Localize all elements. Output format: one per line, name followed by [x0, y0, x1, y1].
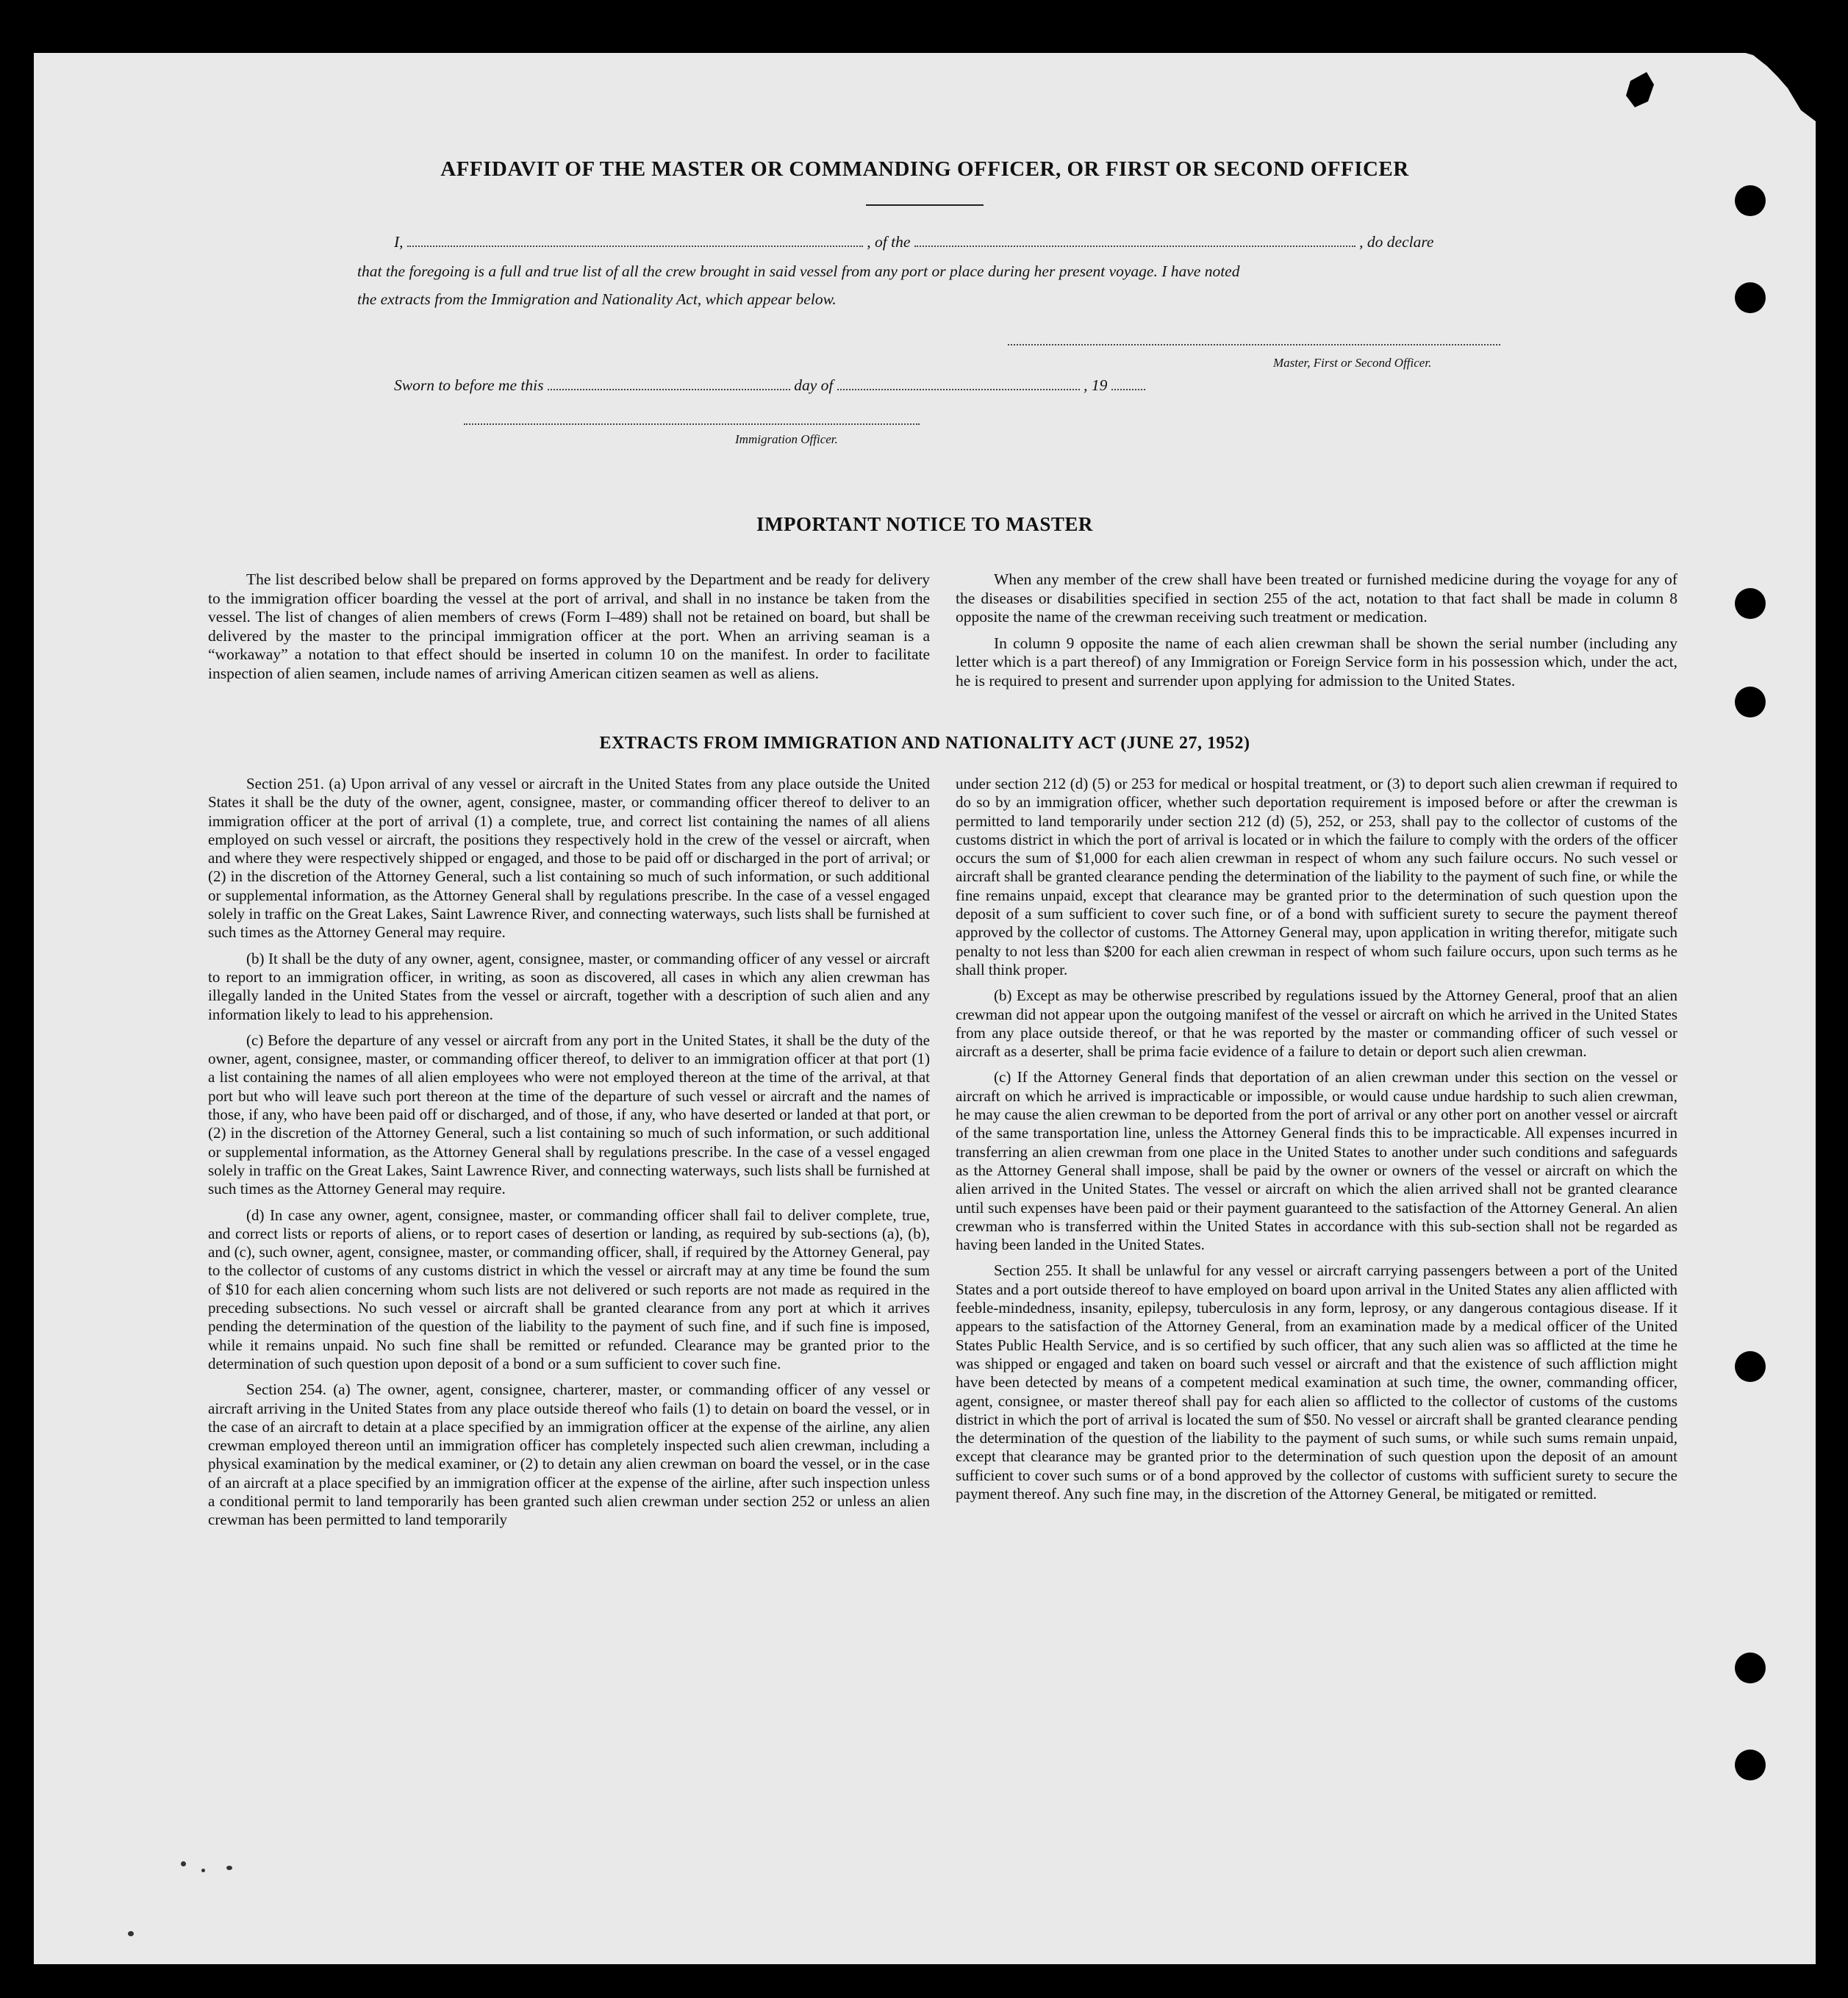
day-of-label: day of: [794, 376, 834, 394]
scan-speck: [201, 1869, 205, 1872]
scan-speck: [226, 1866, 232, 1870]
punch-hole: [1735, 1351, 1766, 1382]
sworn-line: [394, 376, 1350, 395]
scan-speck: [128, 1931, 134, 1936]
scan-speck: [181, 1861, 186, 1866]
punch-hole: [1735, 687, 1766, 717]
section-251-b: (b) It shall be the duty of any owner, agent, consignee, master, or commanding officer of any vessel or aircraft to report to an immigration officer, in writing, as soon as discovered, all cases in which any alien crewman has illegally landed in the United States from the vessel or aircraft, together with a description of such alien and any information likely to lead to his apprehension.: [208, 949, 930, 1023]
notice-title: IMPORTANT NOTICE TO MASTER: [756, 513, 1093, 535]
title-underline: [866, 204, 984, 206]
section-254-a-continued: under section 212 (d) (5) or 253 for medical or hospital treatment, or (3) to deport such alien crewman if required to do so by an immigration officer, whether such deportation requirement is imposed before or after the crewman is permitted to land temporarily under section 212 (d) (5), 252, or 253, shall pay to the collector of customs of the customs district in which the port of arrival is located or in which the failure to comply with the orders of the officer occurs the sum of $1,000 for each alien crewman in respect of whom any such failure occurs. No such vessel or aircraft shall be granted clearance pending the determination of the liability to the payment of such fine, or while the fine remains unpaid, except that clearance may be granted prior to the determination of such question upon the deposit of a sum sufficient to cover such fine, or of a bond with sufficient surety to secure the payment thereof approved by the collector of customs. The Attorney General may, upon application in writing therefor, mitigate such penalty to not less than $200 for each alien crewman in respect of whom such failure occurs, upon such terms as he shall think proper.: [956, 775, 1677, 978]
notice-left-paragraph: The list described below shall be prepared on forms approved by the Department and be ready for delivery to the immigration officer boarding the vessel at the port of arrival, and shall in no instance be taken from the vessel. The list of changes of alien members of crews (Form I–489) shall not be retained on board, but shall be delivered by the master to the principal immigration officer at the port. When an arriving seaman is a “workaway” a notation to that effect should be inserted in column 10 on the manifest. In order to facilitate inspection of alien seamen, include names of arriving American citizen seamen as well as aliens.: [208, 570, 930, 682]
extracts-left-column: [208, 775, 930, 1537]
section-251-a: Section 251. (a) Upon arrival of any vessel or aircraft in the United States from any place outside the United States it shall be the duty of the owner, agent, consignee, master, or commanding officer thereof to deliver to an immigration officer at the port of arrival (1) a complete, true, and correct list containing the names of all aliens employed on such vessel or aircraft, the positions they respectively hold in the crew of the vessel or aircraft, when and where they were respectively shipped or engaged, and those to be paid off or discharged in the port of arrival; or (2) in the discretion of the Attorney General, such a list containing so much of such information, or such additional or supplemental information, as the Attorney General shall by regulations prescribe. In the case of a vessel engaged solely in traffic on the Great Lakes, Saint Lawrence River, and connecting waterways, such lists shall be furnished at such times as the Attorney General may require.: [208, 775, 930, 942]
year-label: , 19: [1084, 376, 1108, 394]
punch-hole: [1735, 1750, 1766, 1780]
master-label: Master, First or Second Officer.: [1273, 356, 1432, 370]
torn-corner: [1602, 44, 1848, 169]
section-254-b: (b) Except as may be otherwise prescribed by regulations issued by the Attorney General, proof that an alien crewman did not appear upon the outgoing manifest of the vessel or aircraft on which he arrived in the United States from any place outside thereof, or that he was reported by the master or commanding officer of such vessel or aircraft as a deserter, shall be prima facie evidence of a failure to detain or deport such alien crewman.: [956, 987, 1677, 1061]
notice-right-column: [956, 570, 1677, 698]
section-254-c: (c) If the Attorney General finds that deportation of an alien crewman under this section on the vessel or aircraft on which he arrived is impracticable or impossible, or would cause undue hardship to such alien crewman, he may cause the alien crewman to be deported from the port of arrival or any other port on another vessel or aircraft of the same transportation line, unless the Attorney General finds this to be impracticable. All expenses incurred in transferring an alien crewman from one place in the United States to another under such conditions and safeguards as the Attorney General shall impose, shall be paid by the owner or owners of the vessel or aircraft on which the alien arrived in the United States. The vessel or aircraft on which the alien arrived shall not be granted clearance until such expenses have been paid or their payment guaranteed to the satisfaction of the Attorney General. An alien crewman who is transferred within the United States in accordance with this sub-section shall not be regarded as having been landed in the United States.: [956, 1068, 1677, 1254]
document-page: [34, 53, 1816, 1964]
notice-right-paragraph-1: When any member of the crew shall have been treated or furnished medicine during the voyage for any of the diseases or disabilities specified in section 255 of the act, notation to that fact shall be made in column 8 opposite the name of the crewman receiving such treatment or medication.: [956, 570, 1677, 626]
section-251-d: (d) In case any owner, agent, consignee, master, or commanding officer shall fail to deliver complete, true, and correct lists or reports of aliens, or to report cases of desertion or landing, as required by sub-sections (a), (b), and (c), such owner, agent, consignee, master, or commanding officer, shall, if required by the Attorney General, pay to the collector of customs of any customs district in which the vessel or aircraft may at any time be found the sum of $10 for each alien concerning whom such lists are not delivered or such reports are not made as required in the preceding subsections. No such vessel or aircraft shall be granted clearance from any port at which it arrives pending the determination of the question of the liability to the payment of such fine, and if such fine is imposed, while it remains unpaid. No such fine shall be remitted or refunded. Clearance may be granted prior to the determination of such question upon deposit of a bond or a sum sufficient to cover such fine.: [208, 1206, 930, 1372]
sworn-month-field[interactable]: [837, 389, 1080, 390]
sworn-date-field[interactable]: [548, 389, 790, 390]
master-signature-field[interactable]: [1008, 344, 1500, 345]
declaration-line: [394, 233, 1533, 251]
punch-hole: [1735, 282, 1766, 313]
section-254-a: Section 254. (a) The owner, agent, consignee, charterer, master, or commanding officer of any vessel or aircraft arriving in the United States from any place outside thereof who fails (1) to detain on board the vessel, or in the case of an aircraft to detain at a place specified by an immigration officer at the expense of the airline, any alien crewman employed thereon until an immigration officer has completely inspected such alien crewman, including a physical examination by the medical examiner, or (2) to detain any alien crewman on board the vessel, or in the case of an aircraft at a place specified by an immigration officer at the expense of the airline, after such inspection unless a conditional permit to land temporarily has been granted such alien crewman under section 252 or unless an alien crewman has been permitted to land temporarily: [208, 1381, 930, 1529]
vessel-name-field[interactable]: [914, 246, 1355, 247]
notice-right-paragraph-2: In column 9 opposite the name of each alien crewman shall be shown the serial number (including any letter which is a part thereof) of any Immigration or Foreign Service form in his possession which, under the act, he is required to present and surrender upon applying for admission to the United States.: [956, 634, 1677, 690]
section-255: Section 255. It shall be unlawful for any vessel or aircraft carrying passengers between a port of the United States and a port outside thereof to have employed on board upon arrival in the United States any alien afflicted with feeble-mindedness, insanity, epilepsy, tuberculosis in any form, leprosy, or any dangerous contagious disease. If it appears to the satisfaction of the Attorney General, from an examination made by a medical officer of the United States Public Health Service, and is so certified by such officer, that any such alien was so afflicted at the time he was shipped or engaged and taken on board such vessel or aircraft and that the existence of such affliction might have been detected by means of a competent medical examination at such time, the owner, commanding officer, agent, consignee, or master thereof shall pay for each alien so afflicted to the collector of customs of the customs district in which the port of arrival is located the sum of $50. No vessel or aircraft shall be granted clearance pending the determination of the question of the liability to the payment of such sums, or while such sums remain unpaid, except that clearance may be granted prior to the determination of such question upon the deposit of an amount sufficient to cover such sums or of a bond approved by the collector of customs with sufficient surety to secure the payment thereof. Any such fine may, in the discretion of the Attorney General, be mitigated or remitted.: [956, 1261, 1677, 1503]
immigration-officer-label: Immigration Officer.: [735, 432, 838, 446]
punch-hole: [1735, 1653, 1766, 1683]
extracts-title: EXTRACTS FROM IMMIGRATION AND NATIONALITY ACT (JUNE 27, 1952): [599, 734, 1250, 753]
punch-hole: [1735, 185, 1766, 216]
sworn-year-field[interactable]: [1111, 389, 1145, 390]
officer-name-field[interactable]: [407, 246, 863, 247]
sworn-label: Sworn to before me this: [394, 376, 544, 394]
declaration-line-3: the extracts from the Immigration and Nationality Act, which appear below.: [357, 290, 837, 308]
immigration-officer-signature-field[interactable]: [464, 423, 920, 425]
section-251-c: (c) Before the departure of any vessel or aircraft from any port in the United States, it shall be the duty of the owner, agent, consignee, master, or commanding officer thereof, to deliver to an immigration officer at that port (1) a list containing the names of all alien employees who were not employed thereon at the time of the arrival, at that port but who will leave such port thereon at the time of the departure of such vessel or aircraft and the names of those, if any, who have been paid off or discharged, and of those, if any, who have deserted or landed at that port, or (2) in the discretion of the Attorney General, such a list containing so much of such information, or such additional or supplemental information, as the Attorney General shall by regulations prescribe. In the case of a vessel engaged solely in traffic on the Great Lakes, Saint Lawrence River, and connecting waterways, such lists shall be furnished at such times as the Attorney General may require.: [208, 1031, 930, 1198]
affidavit-title: AFFIDAVIT OF THE MASTER OR COMMANDING OFFICER, OR FIRST OR SECOND OFFICER: [440, 157, 1409, 181]
declaration-i: I,: [394, 233, 404, 251]
declaration-do-declare: , do declare: [1359, 233, 1434, 251]
notice-left-column: [208, 570, 930, 691]
extracts-right-column: [956, 775, 1677, 1511]
declaration-line-2: that the foregoing is a full and true list of all the crew brought in said vessel from any port or place during her present voyage. I have noted: [357, 262, 1240, 280]
punch-hole: [1735, 588, 1766, 619]
declaration-of-the: , of the: [867, 233, 911, 251]
